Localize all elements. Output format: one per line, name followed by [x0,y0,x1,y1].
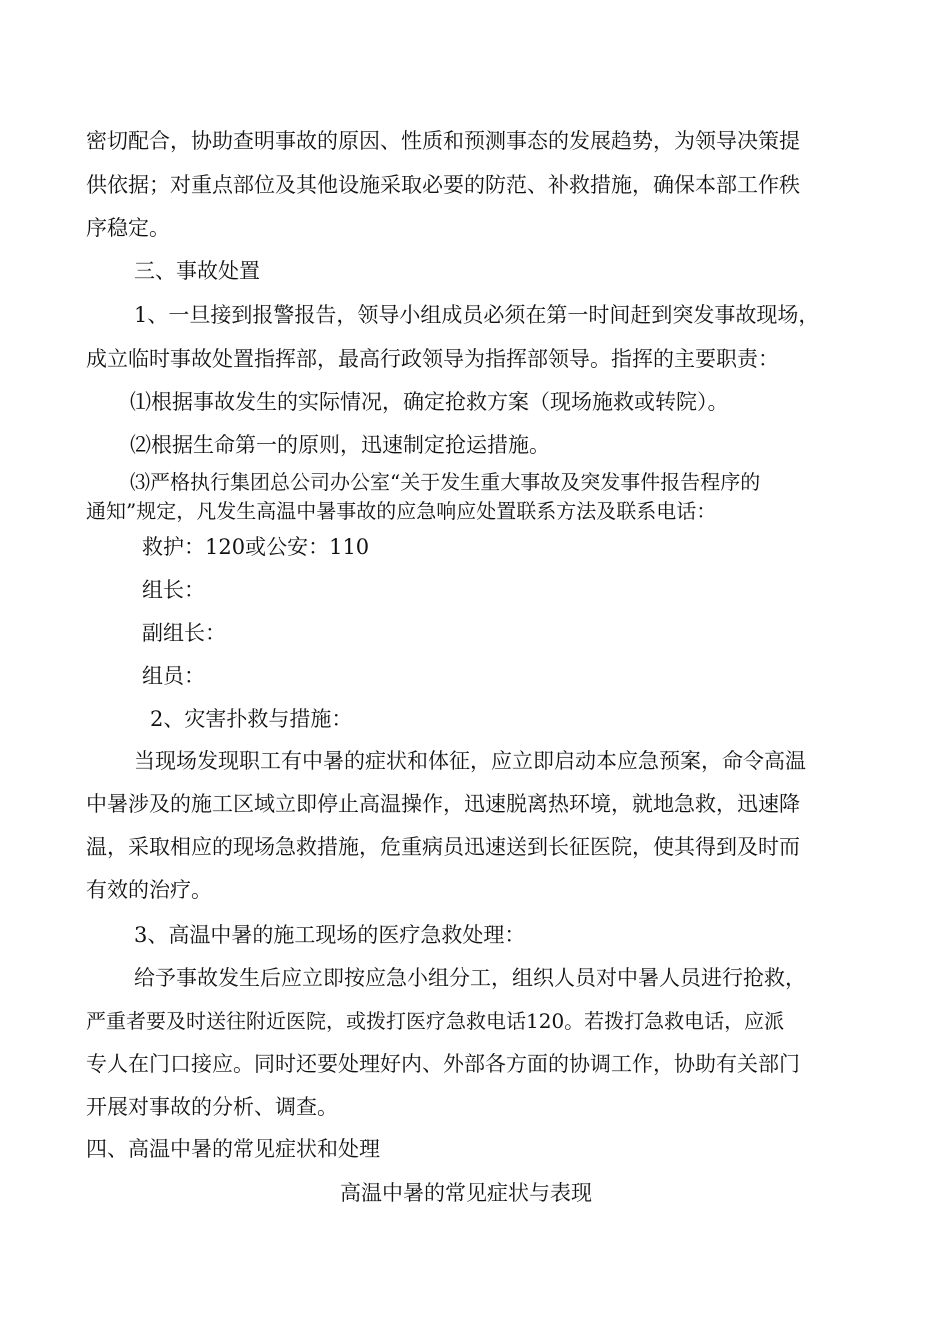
subsection-heading-2: 2、灾害扑救与措施： [150,707,353,731]
list-item-3-line-2: 通知”规定，凡发生高温中暑事故的应急响应处置联系方法及联系电话： [86,499,717,523]
contact-leader: 组长： [142,578,205,602]
paragraph-line-3: 序稳定。 [86,216,170,240]
paragraph-line-22: 严重者要及时送往附近医院，或拨打医疗急救电话120。若拨打急救电话，应派 [86,1009,785,1033]
contact-members: 组员： [142,664,205,688]
table-caption: 高温中暑的常见症状与表现 [340,1181,592,1205]
paragraph-line-17: 中暑涉及的施工区域立即停止高温操作，迅速脱离热环境，就地急救，迅速降 [86,792,800,816]
paragraph-line-21: 给予事故发生后应立即按应急小组分工，组织人员对中暑人员进行抢救， [134,966,806,990]
paragraph-line-6: 成立临时事故处置指挥部，最高行政领导为指挥部领导。指挥的主要职责： [86,347,779,371]
paragraph-line-16: 当现场发现职工有中暑的症状和体征，应立即启动本应急预案，命令高温 [134,749,806,773]
list-item-1: ⑴根据事故发生的实际情况，确定抢救方案（现场施救或转院）。 [130,390,729,414]
section-heading-3: 三、事故处置 [134,259,260,283]
paragraph-line-5: 1、一旦接到报警报告，领导小组成员必须在第一时间赶到突发事故现场， [134,303,820,327]
paragraph-line-23: 专人在门口接应。同时还要处理好内、外部各方面的协调工作，协助有关部门 [86,1052,800,1076]
paragraph-line-18: 温，采取相应的现场急救措施，危重病员迅速送到长征医院，使其得到及时而 [86,835,800,859]
paragraph-line-19: 有效的治疗。 [86,878,212,902]
paragraph-line-2: 供依据；对重点部位及其他设施采取必要的防范、补救措施，确保本部工作秩 [86,173,800,197]
paragraph-line-24: 开展对事故的分析、调查。 [86,1095,338,1119]
contact-deputy-leader: 副组长： [142,621,226,645]
list-item-2: ⑵根据生命第一的原则，迅速制定抢运措施。 [130,433,550,457]
contact-rescue: 救护：120或公安：110 [142,535,370,559]
list-item-3-line-1: ⑶严格执行集团总公司办公室“关于发生重大事故及突发事件报告程序的 [130,470,761,494]
subsection-heading-3: 3、高温中暑的施工现场的医疗急救处理： [134,923,526,947]
paragraph-line-1: 密切配合，协助查明事故的原因、性质和预测事态的发展趋势，为领导决策提 [86,129,800,153]
section-heading-4: 四、高温中暑的常见症状和处理 [86,1137,380,1161]
